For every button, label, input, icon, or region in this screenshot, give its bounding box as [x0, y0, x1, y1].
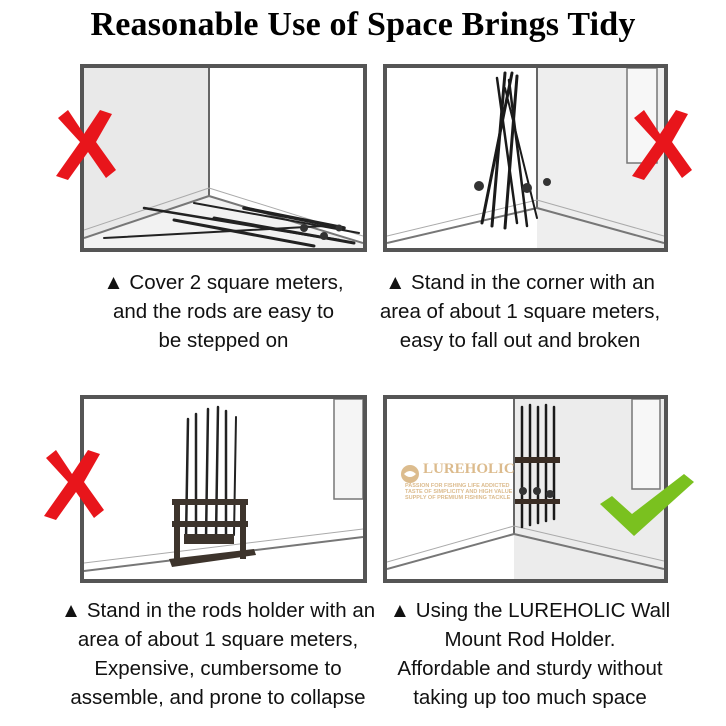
tagline-line: PASSION FOR FISHING LIFE ADDICTED [405, 483, 510, 489]
caption-line: taking up too much space [413, 686, 647, 709]
page-title: Reasonable Use of Space Brings Tidy [90, 6, 636, 43]
caption-line: assemble, and prone to collapse [70, 686, 366, 709]
room-illustration [84, 68, 363, 248]
caption-line: ▲ Stand in the rods holder with an [60, 599, 376, 622]
cross-icon [38, 448, 106, 524]
check-icon [598, 470, 696, 540]
caption-panel-3 [48, 596, 388, 712]
caption-line: Affordable and sturdy without [397, 657, 663, 680]
caption-panel-2 [370, 268, 670, 355]
caption-line: area of about 1 square meters, [379, 300, 661, 323]
brand-tagline [405, 483, 515, 501]
caption-line: ▲ Cover 2 square meters, [103, 271, 344, 294]
caption-line: be stepped on [158, 329, 289, 352]
caption-panel-1 [80, 268, 367, 355]
caption-line: easy to fall out and broken [399, 329, 641, 352]
room-illustration [387, 68, 664, 248]
caption-panel-4 [380, 596, 680, 712]
caption-line: Expensive, cumbersome to [94, 657, 342, 680]
caption-line: Mount Rod Holder. [444, 628, 616, 651]
panel-rods-on-floor [80, 64, 367, 252]
panel-floor-rod-holder [80, 395, 367, 583]
tagline-line: SUPPLY OF PREMIUM FISHING TACKLE [405, 495, 511, 501]
caption-line: and the rods are easy to [112, 300, 335, 323]
caption-line: ▲ Using the LUREHOLIC Wall [389, 599, 671, 622]
fish-logo-icon [399, 463, 421, 485]
caption-line: area of about 1 square meters, [77, 628, 359, 651]
cross-icon [626, 108, 694, 184]
tagline-line: TASTE OF SIMPLICITY AND HIGH VALUE [405, 489, 513, 495]
caption-line: ▲ Stand in the corner with an [385, 271, 655, 294]
cross-icon [50, 108, 118, 184]
room-illustration [84, 399, 363, 579]
brand-logo: LUREHOLIC [423, 461, 515, 477]
